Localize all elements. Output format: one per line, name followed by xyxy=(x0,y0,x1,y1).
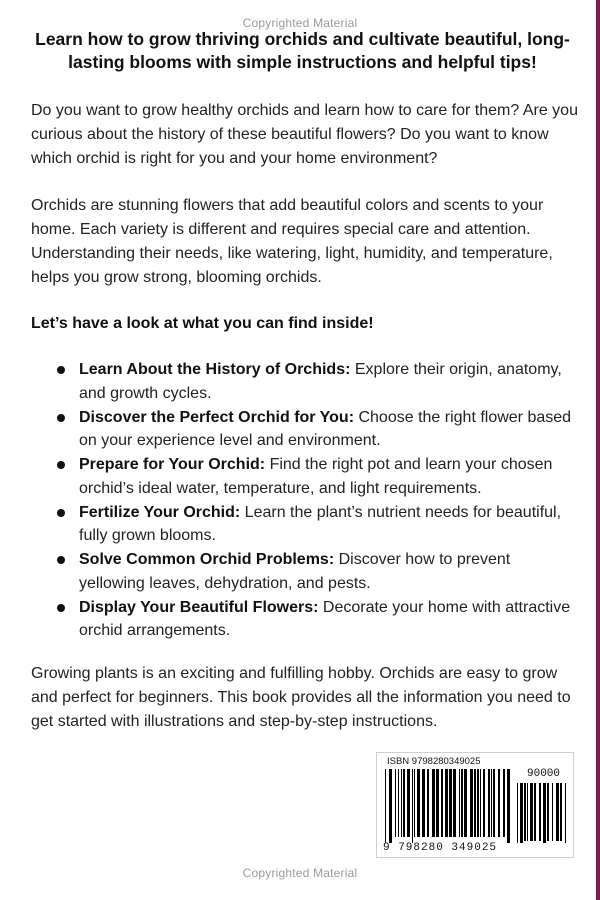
barcode-bar xyxy=(449,769,452,837)
feature-list xyxy=(55,358,580,643)
barcode-digits: 9 798280 349025 xyxy=(383,842,498,854)
right-edge-stripe xyxy=(596,0,600,900)
barcode-bar xyxy=(474,769,476,837)
list-item xyxy=(55,358,580,405)
list-item xyxy=(55,453,580,500)
barcode-bar xyxy=(422,769,425,837)
barcode-bar xyxy=(427,769,429,837)
barcode-bar xyxy=(459,769,460,837)
barcode-bar xyxy=(539,783,541,841)
barcode-bars xyxy=(385,769,511,843)
barcode-bar xyxy=(432,769,435,837)
barcode-bar xyxy=(520,783,523,843)
bullet-icon xyxy=(57,366,65,374)
barcode-bar xyxy=(507,769,510,843)
barcode-bar xyxy=(417,769,420,837)
barcode-bar xyxy=(556,783,559,841)
barcode-bar xyxy=(414,769,415,837)
barcode-bar xyxy=(412,769,413,843)
list-item-title: Learn About the History of Orchids: xyxy=(79,361,351,378)
barcode-bar xyxy=(441,769,443,837)
barcode-bar xyxy=(483,769,485,837)
barcode-bar xyxy=(560,783,562,841)
list-item-text: Find the right pot and learn your chosen orchid’s ideal water, temperature, and light requirements. xyxy=(79,456,553,497)
about-paragraph: Orchids are stunning flowers that add beautiful colors and scents to your home. Each variety is different and requires special care and attention. Understanding their needs, like watering, light, humidity, and temperature, helps you grow strong, blooming orchids. xyxy=(31,197,553,286)
barcode-bar xyxy=(436,769,439,837)
barcode-bar xyxy=(524,783,526,841)
intro-paragraph: Do you want to grow healthy orchids and learn how to care for them? Are you curious about the history of these beautiful flowers? Do you want to know which orchid is right for you and your home environment? xyxy=(31,102,578,167)
barcode-bar xyxy=(530,783,533,841)
list-item-title: Display Your Beautiful Flowers: xyxy=(79,598,319,616)
list-item-text: Choose the right flower based on your experience level and environment. xyxy=(79,408,572,449)
barcode-bar xyxy=(464,769,467,837)
barcode-bar xyxy=(491,769,492,837)
list-item xyxy=(55,548,580,595)
barcode-bar xyxy=(477,769,479,837)
barcode-bar xyxy=(547,783,549,841)
list-item-title: Fertilize Your Orchid: xyxy=(79,503,241,521)
barcode-bar xyxy=(498,769,500,837)
list-item xyxy=(55,406,580,453)
barcode-bar xyxy=(488,769,490,837)
barcode-bar xyxy=(407,769,410,837)
bullet-icon xyxy=(57,461,65,469)
barcode-bar xyxy=(453,769,456,837)
list-item-title: Prepare for Your Orchid: xyxy=(79,456,266,473)
barcode-bar xyxy=(565,783,566,843)
barcode-bar xyxy=(403,769,405,837)
list-item xyxy=(55,596,580,643)
barcode-bar xyxy=(470,769,473,837)
watermark-bottom: Copyrighted Material xyxy=(242,866,358,880)
barcode-bar xyxy=(389,769,392,843)
list-item xyxy=(55,501,580,548)
watermark-top: Copyrighted Material xyxy=(242,16,358,30)
barcode-bar xyxy=(543,783,546,843)
barcode-bar xyxy=(493,769,495,837)
bullet-icon xyxy=(57,556,65,564)
list-item-text: Explore their origin, anatomy, and growth cycles. xyxy=(79,361,562,402)
list-item-text: Learn the plant’s nutrient needs for beautiful, fully grown blooms. xyxy=(79,503,562,544)
section-heading: Let’s have a look at what you can find inside! xyxy=(31,315,374,332)
barcode-bar xyxy=(480,769,481,837)
isbn-barcode xyxy=(376,752,574,858)
list-item-title: Solve Common Orchid Problems: xyxy=(79,551,335,568)
barcode-bar xyxy=(503,769,505,837)
barcode-bar xyxy=(385,769,386,843)
bullet-icon xyxy=(57,509,65,517)
addon-barcode-bars xyxy=(517,783,567,843)
bullet-icon xyxy=(57,604,65,612)
barcode-bar xyxy=(527,783,528,841)
list-item-title: Discover the Perfect Orchid for You: xyxy=(79,408,355,426)
barcode-bar xyxy=(534,783,536,841)
closing-paragraph: Growing plants is an exciting and fulfilling hobby. Orchids are easy to grow and perfect for beginners. This book provides all the information you need to get started with illustrations and step-by-step instructions. xyxy=(31,665,571,730)
barcode-bar xyxy=(552,783,553,841)
headline: Learn how to grow thriving orchids and cultivate beautiful, long-lasting blooms with simple instructions and helpful tips! xyxy=(35,29,570,72)
barcode-bar xyxy=(395,769,396,837)
barcode-bar xyxy=(401,769,402,837)
barcode-bar xyxy=(398,769,399,837)
bullet-icon xyxy=(57,414,65,422)
list-item-text: Decorate your home with attractive orchid arrangements. xyxy=(79,598,571,639)
barcode-bar xyxy=(461,769,463,837)
barcode-bar xyxy=(445,769,448,837)
isbn-label: ISBN 9798280349025 xyxy=(387,756,481,767)
barcode-bar xyxy=(517,783,518,843)
list-item-text: Discover how to prevent yellowing leaves, dehydration, and pests. xyxy=(79,551,511,592)
price-code: 90000 xyxy=(527,768,561,780)
